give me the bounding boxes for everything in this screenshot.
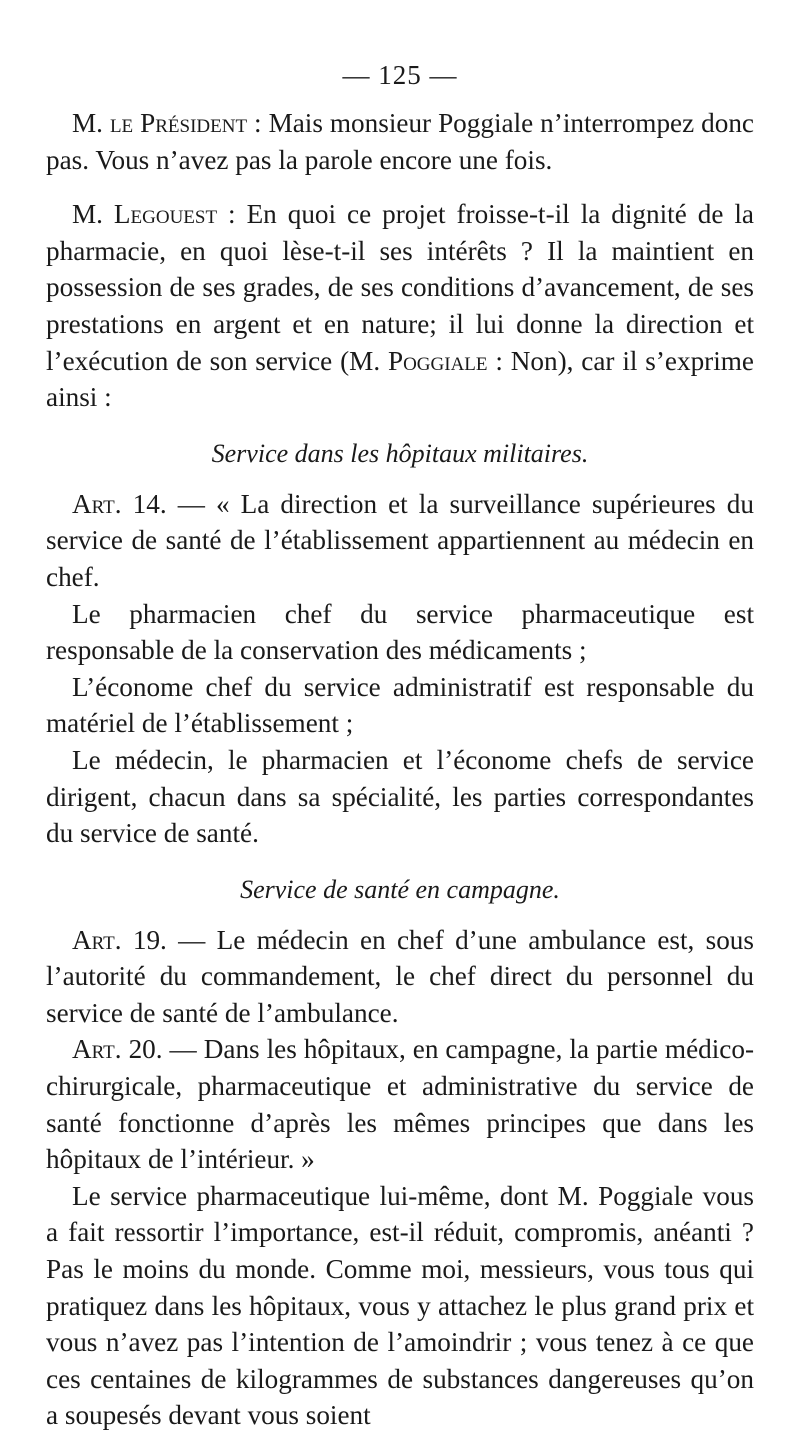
article-20-label: Art. 20.: [72, 1034, 163, 1065]
paragraph-legouest: [46, 196, 754, 416]
paragraph-art14: [46, 486, 754, 596]
article-19-text: — Le médecin en chef d’une ambulance est, sous l’autorité du commandement, le chef direct du personnel du service de santé de l’ambulance.: [46, 924, 754, 1028]
document-page: [46, 60, 754, 1434]
paragraph-pharmacien: Le pharmacien chef du service pharmaceutique est responsable de la conservation des médicaments ;: [46, 598, 754, 666]
page-number: — 125 —: [342, 60, 458, 90]
paragraph-econome: L’économe chef du service administratif est responsable du matériel de l’établissement ;: [46, 671, 754, 739]
president-text: : Mais monsieur Poggiale n’interrompez donc pas. Vous n’avez pas la parole encore une fois.: [46, 108, 754, 175]
interjector-poggiale: Poggiale: [387, 345, 488, 376]
section-heading-hopitaux: Service dans les hôpitaux militaires.: [211, 438, 589, 468]
article-19-label: Art. 19.: [72, 924, 167, 955]
article-14-text: — « La direction et la surveillance supérieures du service de santé de l’établissement appartiennent au médecin en chef.: [46, 488, 754, 592]
paragraph-art19: [46, 922, 754, 1032]
article-20-text: — Dans les hôpitaux, en campagne, la partie médico-chirurgicale, pharmaceutique et administrative du service de santé fonctionne d’après les mêmes principes que dans les hôpitaux de l’intérieur. »: [46, 1034, 754, 1175]
legouest-text-b: : Non), car il s’exprime ainsi :: [46, 345, 754, 413]
legouest-text-a: : En quoi ce projet froisse-t-il la dignité de la pharmacie, en quoi lèse-t-il ses intérêts ? Il la maintient en possession de ses grades, de ses conditions d’avancement, de ses prestations en argent et en nature; il lui donne la direction et l’exécution de son service (M.: [46, 199, 754, 376]
paragraph-final: Le service pharmaceutique lui-même, dont M. Poggiale vous a fait ressortir l’importance, est-il réduit, compromis, anéanti ? Pas le moins du monde. Comme moi, messieurs, vous tous qui pratiquez dans les hôpitaux, vous y attachez le plus grand prix et vous n’avez pas l’intention de l’amoindrir ; vous tenez à ce que ces centaines de kilogrammes de substances dangereuses qu’on a soupesés devant vous soient: [46, 1180, 754, 1431]
paragraph-medecin: Le médecin, le pharmacien et l’économe chefs de service dirigent, chacun dans sa spécialité, les parties correspondantes du service de santé.: [46, 744, 754, 849]
paragraph-president: [46, 105, 754, 178]
section-heading-campagne: Service de santé en campagne.: [240, 874, 560, 904]
speaker-legouest: M. Legouest: [72, 199, 218, 230]
speaker-president: M. le Président: [72, 108, 248, 138]
article-14-label: Art. 14.: [72, 488, 167, 519]
paragraph-art20: [46, 1031, 754, 1177]
